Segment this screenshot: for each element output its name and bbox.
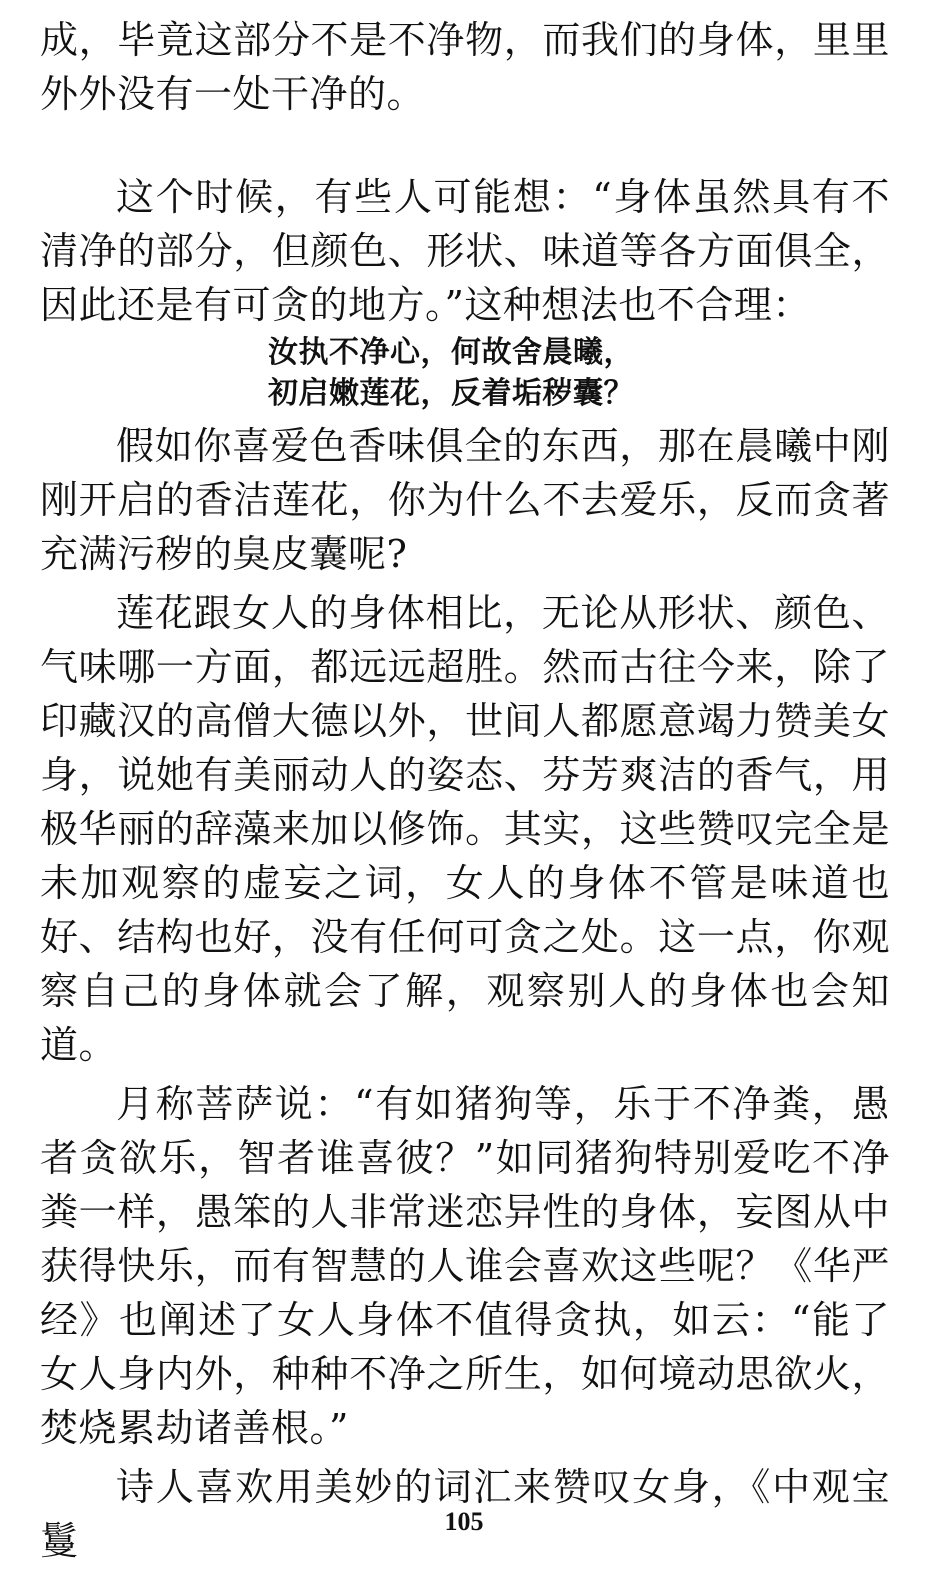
verse-block [40, 332, 890, 414]
page-number: 105 [444, 1507, 484, 1536]
paragraph-objection: 这个时候，有些人可能想：“身体虽然具有不清净的部分，但颜色、形状、味道等各方面俱全，因此还是有可贪的地方。”这种想法也不合理： [40, 175, 890, 327]
verse-line-1: 汝执不净心，何故舍晨曦， [268, 335, 634, 370]
paragraph-continued: 成，毕竟这部分不是不净物，而我们的身体，里里外外没有一处干净的。 [40, 18, 890, 116]
paragraph-poets: 诗人喜欢用美妙的词汇来赞叹女身，《中观宝鬘 [40, 1465, 890, 1563]
document-page [40, 0, 890, 1574]
paragraph-lotus-question: 假如你喜爱色香味俱全的东西，那在晨曦中刚刚开启的香洁莲花，你为什么不去爱乐，反而贪著充满污秽的臭皮囊呢? [40, 424, 890, 576]
paragraph-chandrakirti-quote: 月称菩萨说：“有如猪狗等，乐于不净粪，愚者贪欲乐，智者谁喜彼？”如同猪狗特别爱吃不净粪一样，愚笨的人非常迷恋异性的身体，妄图从中获得快乐，而有智慧的人谁会喜欢这些呢？《华严经》也阐述了女人身体不值得贪执，如云：“能了女人身内外，种种不净之所生，如何境动思欲火，焚烧累劫诸善根。” [40, 1082, 890, 1450]
verse-line-2: 初启嫩莲花，反着垢秽囊？ [268, 376, 634, 411]
main-text-body [40, 170, 890, 1568]
paragraph-lotus-comparison: 莲花跟女人的身体相比，无论从形状、颜色、气味哪一方面，都远远超胜。然而古往今来，除了印藏汉的高僧大德以外，世间人都愿意竭力赞美女身，说她有美丽动人的姿态、芬芳爽洁的香气，用极华丽的辞藻来加以修饰。其实，这些赞叹完全是未加观察的虚妄之词，女人的身体不管是味道也好、结构也好，没有任何可贪之处。这一点，你观察自己的身体就会了解，观察别人的身体也会知道。 [40, 591, 890, 1067]
